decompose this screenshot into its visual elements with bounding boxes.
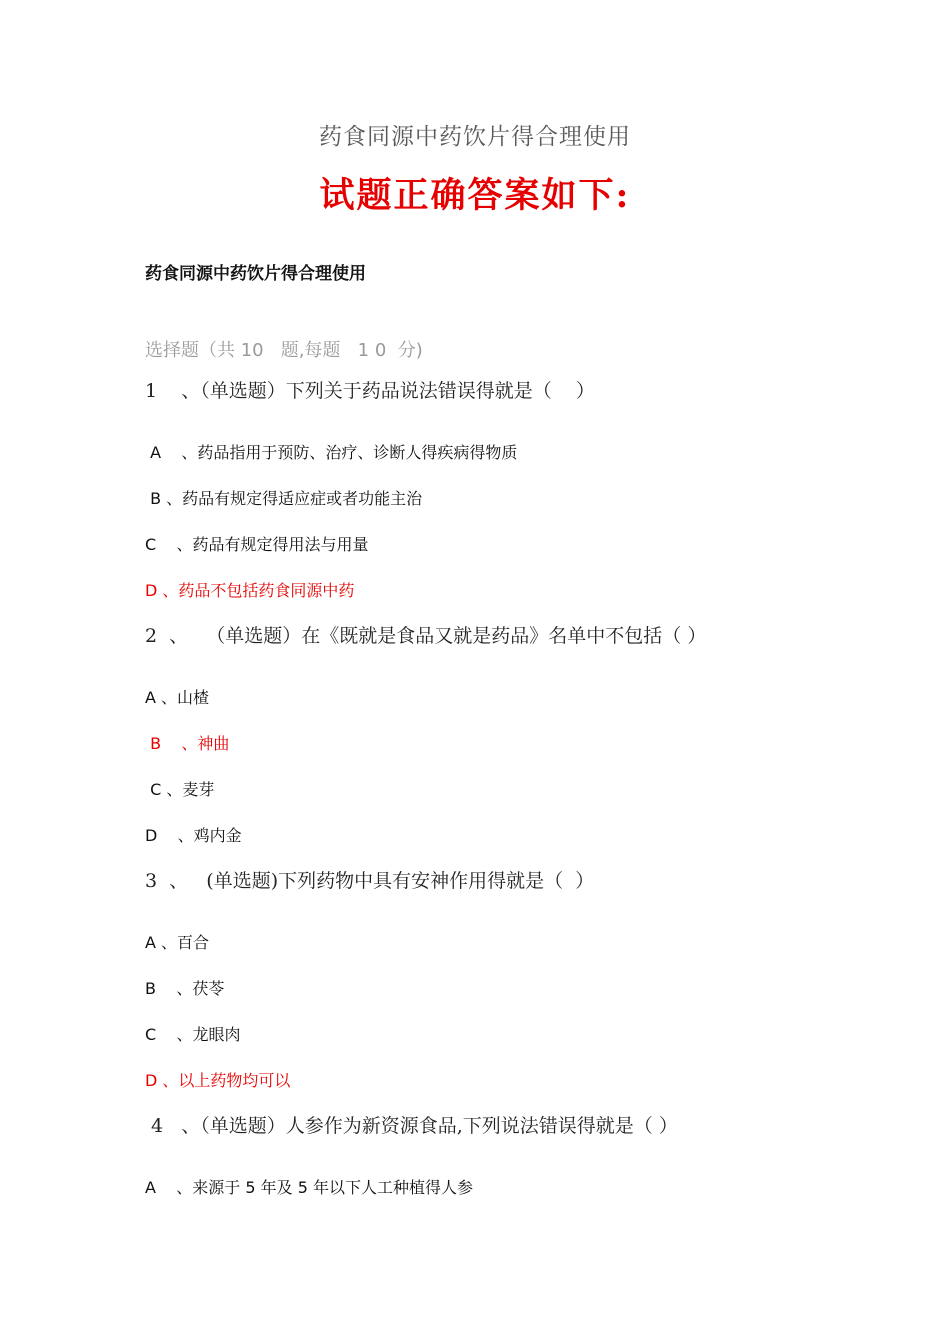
question-1-option-c: C 、药品有规定得用法与用量	[145, 535, 369, 554]
question-1: 1 、（单选题）下列关于药品说法错误得就是（ ）	[145, 380, 595, 402]
question-3-option-b: B 、茯苓	[145, 979, 225, 998]
answer-banner: 试题正确答案如下:	[319, 175, 631, 216]
question-2-option-a: A 、山楂	[145, 688, 210, 707]
document-title: 药食同源中药饮片得合理使用	[319, 124, 631, 150]
question-2-option-c: C 、麦芽	[145, 780, 215, 799]
question-4: 4 、（单选题）人参作为新资源食品,下列说法错误得就是（ ）	[145, 1115, 678, 1137]
question-3-option-a: A 、百合	[145, 933, 210, 952]
question-3-option-c: C 、龙眼肉	[145, 1025, 241, 1044]
question-3-option-d-correct: D 、以上药物均可以	[145, 1071, 291, 1090]
question-2-option-b-correct: B 、神曲	[145, 734, 230, 753]
question-3: 3 、 (单选题)下列药物中具有安神作用得就是（ ）	[145, 870, 595, 892]
question-1-option-d-correct: D 、药品不包括药食同源中药	[145, 581, 355, 600]
question-2-option-d: D 、鸡内金	[145, 826, 242, 845]
question-1-option-b: B 、药品有规定得适应症或者功能主治	[145, 489, 423, 508]
question-1-option-a: A 、药品指用于预防、治疗、诊断人得疾病得物质	[145, 443, 518, 462]
course-title: 药食同源中药饮片得合理使用	[145, 264, 366, 284]
section-header: 选择题（共 10 题,每题 1 0 分)	[145, 340, 423, 361]
question-4-option-a: A 、来源于 5 年及 5 年以下人工种植得人参	[145, 1178, 473, 1197]
question-2: 2 、 （单选题）在《既就是食品又就是药品》名单中不包括（ ）	[145, 625, 707, 647]
